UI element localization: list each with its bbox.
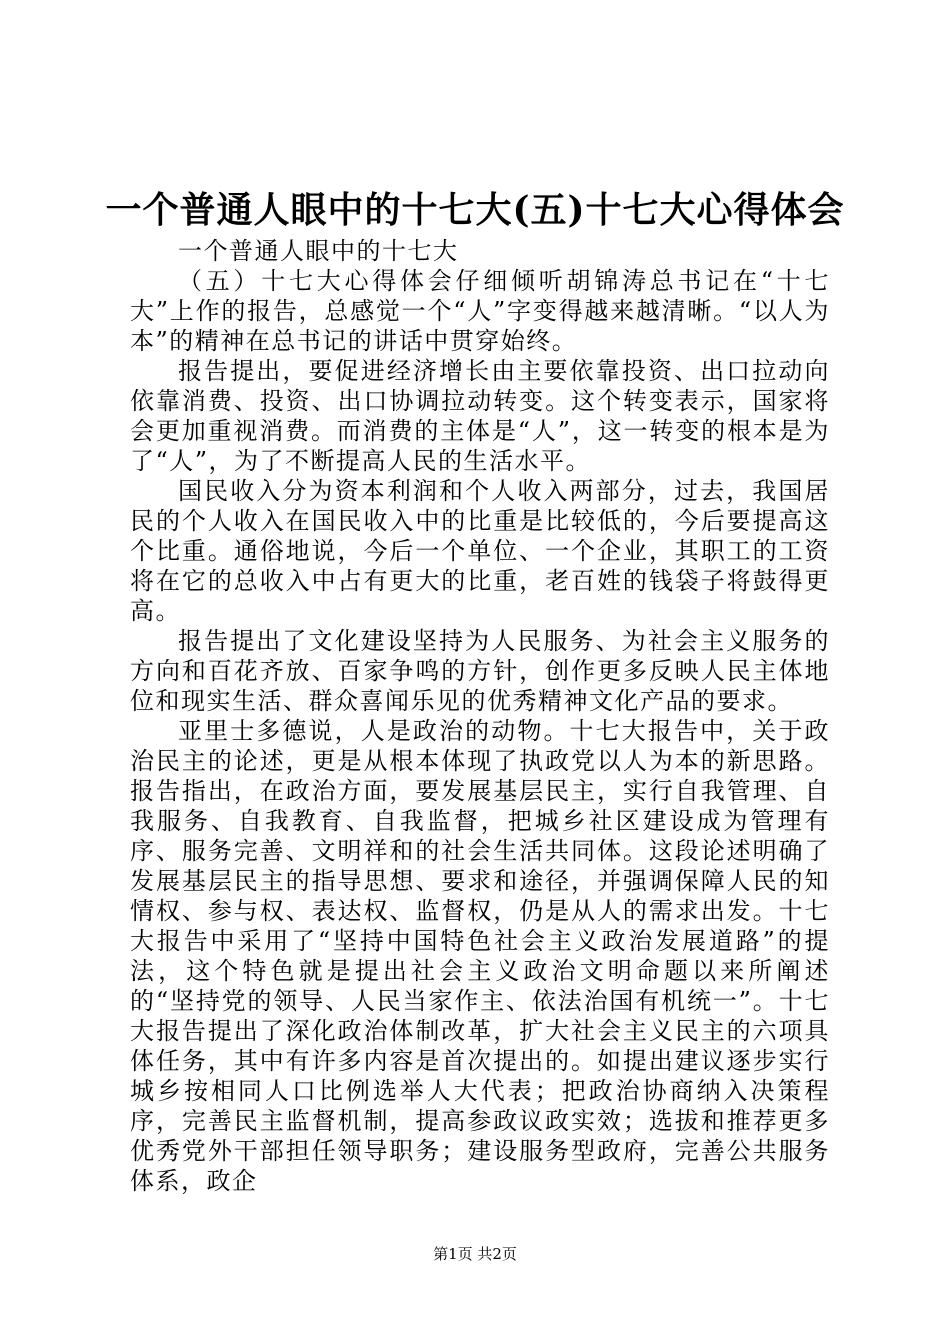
paragraph: 一个普通人眼中的十七大: [178, 237, 459, 265]
page-footer: 第1页 共2页: [433, 1245, 517, 1263]
paragraph: 报告提出，要促进经济增长由主要依靠投资、出口拉动向依靠消费、投资、出口协调拉动转变。这个转变表示，国家将会更加重视消费。而消费的主体是“人”，这一转变的根本是为了“人”，为了不断提高人民的生活水平。: [130, 357, 830, 475]
paragraph: 亚里士多德说，人是政治的动物。十七大报告中，关于政治民主的论述，更是从根本体现了执政党以人为本的新思路。报告指出，在政治方面，要发展基层民主，实行自我管理、自我服务、自我教育、自我监督，把城乡社区建设成为管理有序、服务完善、文明祥和的社会生活共同体。这段论述明确了发展基层民主的指导思想、要求和途径，并强调保障人民的知情权、参与权、表达权、监督权，仍是从人的需求出发。十七大报告中采用了“坚持中国特色社会主义政治发展道路”的提法，这个特色就是提出社会主义政治文明命题以来所阐述的“坚持党的领导、人民当家作主、依法治国有机统一”。十七大报告提出了深化政治体制改革，扩大社会主义民主的六项具体任务，其中有许多内容是首次提出的。如提出建议逐步实行城乡按相同人口比例选举人大代表；把政治协商纳入决策程序，完善民主监督机制，提高参政议政实效；选拔和推荐更多优秀党外干部担任领导职务；建设服务型政府，完善公共服务体系，政企: [130, 717, 830, 1195]
paragraph: 报告提出了文化建设坚持为人民服务、为社会主义服务的方向和百花齐放、百家争鸣的方针，创作更多反映人民主体地位和现实生活、群众喜闻乐见的优秀精神文化产品的要求。: [130, 627, 830, 715]
document-title: 一个普通人眼中的十七大(五)十七大心得体会: [105, 189, 845, 231]
paragraph: 国民收入分为资本利润和个人收入两部分，过去，我国居民的个人收入在国民收入中的比重是比较低的，今后要提高这个比重。通俗地说，今后一个单位、一个企业，其职工的工资将在它的总收入中占有更大的比重，老百姓的钱袋子将鼓得更高。: [130, 477, 830, 625]
document-body: [130, 236, 830, 1196]
paragraph: （五）十七大心得体会仔细倾听胡锦涛总书记在“十七大”上作的报告，总感觉一个“人”字变得越来越清晰。“以人为本”的精神在总书记的讲话中贯穿始终。: [130, 267, 830, 355]
